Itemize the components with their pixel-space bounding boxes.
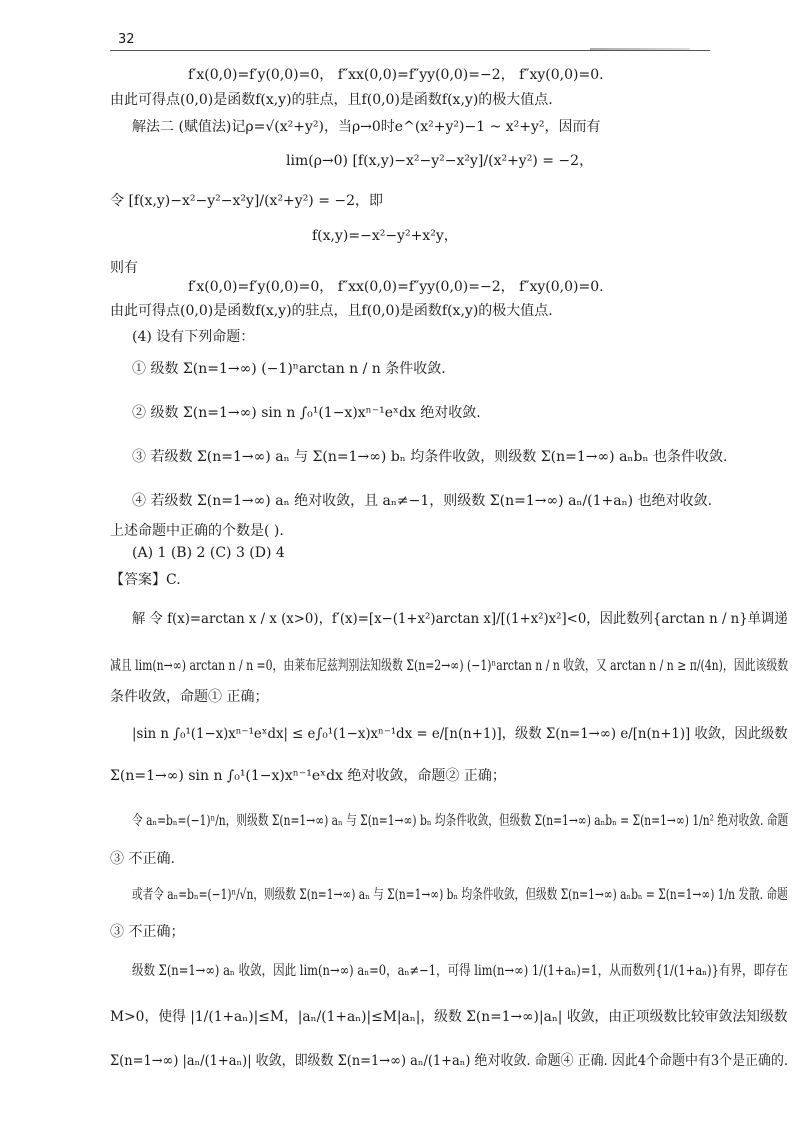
text-line: f′x(0,0)=f′y(0,0)=0， f″xx(0,0)=f″yy(0,0)=−2， f″xy(0,0)=0. [188, 279, 604, 295]
page-number: 32 [118, 32, 135, 47]
text-line: M>0，使得 |1/(1+aₙ)|≤M，|aₙ/(1+aₙ)|≤M|aₙ|，级数 Σ(n=1→∞)|aₙ| 收敛，由正项级数比较审敛法知级数 [110, 1009, 788, 1025]
text-line: f′x(0,0)=f′y(0,0)=0， f″xx(0,0)=f″yy(0,0)=−2， f″xy(0,0)=0. [188, 67, 604, 83]
header-rule [110, 50, 710, 51]
text-line: 减且 lim(n→∞) arctan n / n =0，由莱布尼兹判别法知级数 Σ(n=2→∞) (−1)ⁿarctan n / n 收敛，又 arctan n / n ≥ π/(4n)，因此该级数 [110, 658, 789, 674]
text-line: 上述命题中正确的个数是( ). [110, 523, 284, 539]
header-rule-accent [590, 48, 690, 50]
text-line: 或者令 aₙ=bₙ=(−1)ⁿ/√n，则级数 Σ(n=1→∞) aₙ 与 Σ(n=1→∞) bₙ 均条件收敛，但级数 Σ(n=1→∞) aₙbₙ = Σ(n=1→∞) 1/n 发散. 命题 [132, 887, 788, 903]
text-line: 由此可得点(0,0)是函数f(x,y)的驻点，且f(0,0)是函数f(x,y)的极大值点. [110, 303, 553, 319]
text-line: ③ 若级数 Σ(n=1→∞) aₙ 与 Σ(n=1→∞) bₙ 均条件收敛，则级数 Σ(n=1→∞) aₙbₙ 也条件收敛. [132, 449, 728, 465]
text-line: ③ 不正确； [110, 924, 185, 940]
text-line: f(x,y)=−x²−y²+x²y， [312, 228, 458, 244]
text-line: 由此可得点(0,0)是函数f(x,y)的驻点，且f(0,0)是函数f(x,y)的极大值点. [110, 92, 553, 108]
text-line: ① 级数 Σ(n=1→∞) (−1)ⁿarctan n / n 条件收敛. [132, 361, 446, 377]
text-line: |sin n ∫₀¹(1−x)xⁿ⁻¹eˣdx| ≤ e∫₀¹(1−x)xⁿ⁻¹dx = e/[n(n+1)]，级数 Σ(n=1→∞) e/[n(n+1)] 收敛，因此级数 [132, 726, 788, 742]
text-line: 级数 Σ(n=1→∞) aₙ 收敛，因此 lim(n→∞) aₙ=0，aₙ≠−1，可得 lim(n→∞) 1/(1+aₙ)=1，从而数列{1/(1+aₙ)}有界，即存在 [132, 963, 789, 979]
text-line: 条件收敛，命题① 正确； [110, 689, 269, 705]
text-line: Σ(n=1→∞) sin n ∫₀¹(1−x)xⁿ⁻¹eˣdx 绝对收敛，命题② 正确； [110, 768, 506, 784]
text-line: (A) 1 (B) 2 (C) 3 (D) 4 [132, 545, 285, 561]
text-line: 令 [f(x,y)−x²−y²−x²y]/(x²+y²) = −2，即 [110, 193, 384, 209]
text-line: 【答案】C. [110, 572, 181, 588]
text-line: 解法二 (赋值法)记ρ=√(x²+y²)，当ρ→0时e^(x²+y²)−1 ~ x²+y²，因而有 [132, 119, 601, 135]
text-line: 解 令 f(x)=arctan x / x (x>0)，f′(x)=[x−(1+x²)arctan x]/[(1+x²)x²]<0，因此数列{arctan n / n}单调递 [132, 611, 788, 627]
text-line: ④ 若级数 Σ(n=1→∞) aₙ 绝对收敛，且 aₙ≠−1，则级数 Σ(n=1→∞) aₙ/(1+aₙ) 也绝对收敛. [132, 493, 713, 509]
text-line: 则有 [110, 260, 138, 276]
text-line: (4) 设有下列命题： [132, 329, 255, 345]
text-line: ③ 不正确. [110, 851, 175, 867]
text-line: 令 aₙ=bₙ=(−1)ⁿ/n，则级数 Σ(n=1→∞) aₙ 与 Σ(n=1→∞) bₙ 均条件收敛，但级数 Σ(n=1→∞) aₙbₙ = Σ(n=1→∞) 1/n² 绝对收敛. 命题 [132, 813, 789, 829]
text-line: ② 级数 Σ(n=1→∞) sin n ∫₀¹(1−x)xⁿ⁻¹eˣdx 绝对收敛. [132, 405, 481, 421]
text-line: Σ(n=1→∞) |aₙ/(1+aₙ)| 收敛，即级数 Σ(n=1→∞) aₙ/(1+aₙ) 绝对收敛. 命题④ 正确. 因此4个命题中有3个是正确的. [110, 1053, 789, 1069]
text-line: lim(ρ→0) [f(x,y)−x²−y²−x²y]/(x²+y²) = −2， [286, 153, 594, 169]
